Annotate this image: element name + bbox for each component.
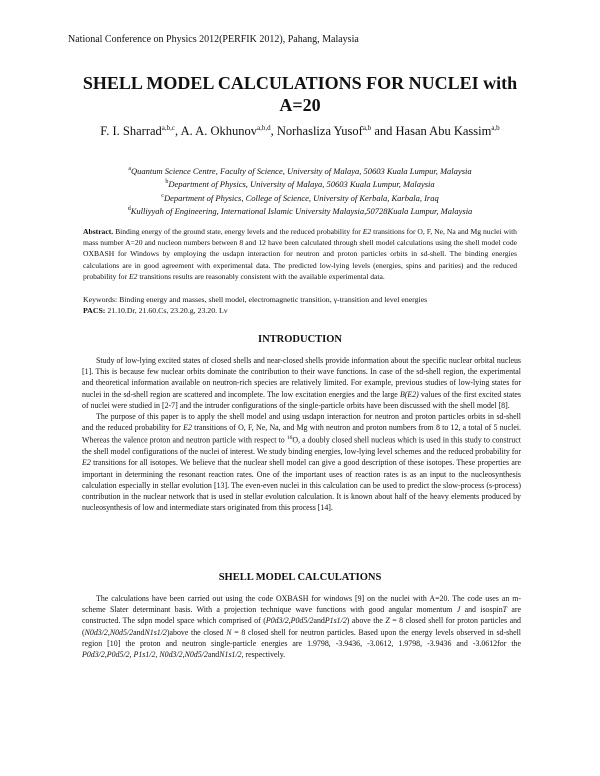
paragraph-italic: P0d3/2,P0d5/2 [265,616,314,626]
paragraph-text: The purpose of this paper is to apply the shell model and using usdapn interaction for neutron and proton particles orbits in sd-shell and the reduced probability for [82,412,521,433]
affiliation-marker: d [127,205,131,212]
paragraph-text: and [313,616,325,626]
abstract-text: transitions results are reasonably consistent with the available experimental data. [137,271,385,281]
author-affil-marker: a,b [491,124,500,132]
paragraph-text: The calculations have been carried out using the code OXBASH for windows [9] on the nuclei with A=20. The code uses an m-scheme Slater determinant basis. With a projection technique wave functions with good angular momentum [82,594,521,615]
abstract-text: transitions for O, F, Ne, Na and Mg nuclei with mass number A=20 and nucleon numbers between 8 and 12 have been calculated through shell model calculations using the shell model code OXBASH for Windows by employing the usdapn interaction for neutron and proton particles orbits in sd-shell. The binding energies calculations are in good agreement with experimental data. The predicted low-lying levels (energies, spins and parities) and the reduced probability for [83,227,517,281]
abstract-label: Abstract. [83,227,114,236]
pacs-codes: 21.10.Dr, 21.60.Cs, 23.20.g, 23.20. Lv [105,305,228,315]
paragraph [82,355,521,411]
keywords-text: Binding energy and masses, shell model, electromagnetic transition, γ-transition and level energies [117,295,428,304]
pacs [83,306,523,317]
paragraph-text: and [133,627,145,637]
abstract-italic: E2 [362,227,372,236]
keywords-block [83,295,523,316]
author-name: Hasan Abu Kassim [395,124,492,139]
keywords-label: Keywords: [83,295,118,304]
introduction-body [82,355,521,513]
author-separator: and [371,124,396,139]
affiliation [40,177,560,190]
author-separator: , [270,124,277,139]
affiliation [40,191,560,204]
paragraph-italic: Z [385,616,390,626]
paragraph-text: Study of low-lying excited states of closed shells and near-closed shells provide information about the specific nuclear orbital nucleus [1]. This is because few nuclear orbits dominate the contribution to their wave functions. In case of the sd-shell region, the experimental and theoretical information available on neutron-rich species are relatively limited. For example, previous studies of low-lying states for nuclei in the sd-shell region are scattered and incomplete. The low excitation energies and the large [82,356,521,399]
paragraph-text: ) above the [346,616,386,626]
paragraph-italic: N1s1/2 [219,650,242,660]
paragraph-italic: N0d3/2,N0d5/2 [84,627,134,637]
paragraph-text: and isospin [460,605,503,615]
paragraph-text: and [207,650,220,660]
abstract-italic: E2 [128,271,138,281]
paragraph-italic: E2 [82,458,91,468]
author-name: A. A. Okhunov [180,124,257,139]
author-name: Norhasliza Yusof [276,124,363,139]
keywords [83,295,523,306]
mass-number: 16 [286,435,293,442]
affiliation-text: Quantum Science Centre, Faculty of Science, University of Malaya, 50603 Kuala Lumpur, Malaysia [131,165,472,176]
paragraph-italic: E2 [183,423,192,433]
paragraph-text: transitions for all isotopes. We believe that the nuclear shell model can give a good description of these isotopes. These properties are important in determining the resonant reaction rates. One of the important uses of reaction rates is as an input to the nucleosynthesis calculation especially in stellar evolution [13]. The even-even nuclei in this calculation can be used to predict the slow-process (s-process) contribution in the nuclear network that is used in stellar evolution calculation. It is known about half of the heavy elements produced by nucleosynthesis of low and intermediate stars originated from this process [14]. [82,458,521,513]
conference-header: National Conference on Physics 2012(PERFIK 2012), Pahang, Malaysia [68,34,359,45]
paragraph [82,593,521,660]
author-affil-marker: a,b,d [256,124,271,132]
title-line-2: A=20 [279,95,321,115]
affiliation-list [40,164,560,217]
abstract [83,226,517,282]
paragraph-text: transitions of O, F, Ne, Na, and Mg with neutron and proton numbers from 8 to 12, a total of 5 nuclei. Whereas the valence proton and neutron particle with respect to [82,423,521,446]
paragraph-text: O, a doubly closed shell nucleus which is used in this study to construct the shell model configurations of the nuclei of interest. We study binding energies, low-lying level schemes and the reduced probability for [82,436,521,457]
section-heading-introduction: INTRODUCTION [257,334,342,345]
affiliation [40,204,560,217]
pacs-label: PACS: [83,305,106,315]
paragraph-italic: P1s1/2 [324,616,347,626]
paragraph-italic: P0d3/2,P0d5/2, P1s1/2, N0d3/2,N0d5/2 [82,650,208,660]
paragraph-italic: N [226,627,232,637]
affiliation-text: Kulliyyah of Engineering, International Islamic University Malaysia,50728Kuala Lumpur, Malaysia [130,205,473,216]
paragraph [82,411,521,513]
author-separator: , [175,124,181,139]
author-affil-marker: a,b,c [161,124,176,132]
affiliation-text: Department of Physics, University of Malaya, 50603 Kuala Lumpur, Malaysia [168,179,435,190]
author-affil-marker: a,b [362,124,372,132]
paragraph-italic: T [502,605,508,615]
paragraph-text: = 8 closed shell for neutron particles. Based upon the energy levels observed in sd-shell region [10] the proton and neutron single-particle energies are 1.9798, -3.9436, -3.0612, 1.9798, -3.9436 and -3.0612for the [82,627,521,648]
paragraph-italic: N1s1/2 [144,627,167,637]
affiliation-marker: a [128,166,132,172]
paragraph-text: , respectively. [241,650,286,660]
section-heading-shell-model: SHELL MODEL CALCULATIONS [218,572,382,583]
affiliation-text: Department of Physics, College of Science, University of Kerbala, Karbala, Iraq [163,192,439,203]
affiliation-marker: c [161,192,164,199]
paragraph-text: = 8 closed shell for proton particles and ( [82,616,521,637]
shell-model-body [82,593,521,660]
title-line-1: SHELL MODEL CALCULATIONS FOR NUCLEI with [82,73,518,93]
author-list [40,124,560,139]
author-name: F. I. Sharrad [100,124,162,139]
affiliation [40,164,560,177]
paragraph-text: are constructed. The sdpn model space which comprised of ( [82,605,521,626]
paragraph-text: )above the closed [166,627,227,637]
paragraph-italic: B(E2) [399,389,419,399]
affiliation-marker: b [165,179,169,186]
paragraph-text: values of the first excited states of nuclei were studied in [2-7] and the intruder configurations of the single-particle orbits have been discussed with the shell model [8]. [82,389,521,410]
paragraph-italic: J [456,605,461,615]
paper-title [60,72,540,116]
abstract-text: Binding energy of the ground state, energy levels and the reduced probability for [113,227,363,236]
